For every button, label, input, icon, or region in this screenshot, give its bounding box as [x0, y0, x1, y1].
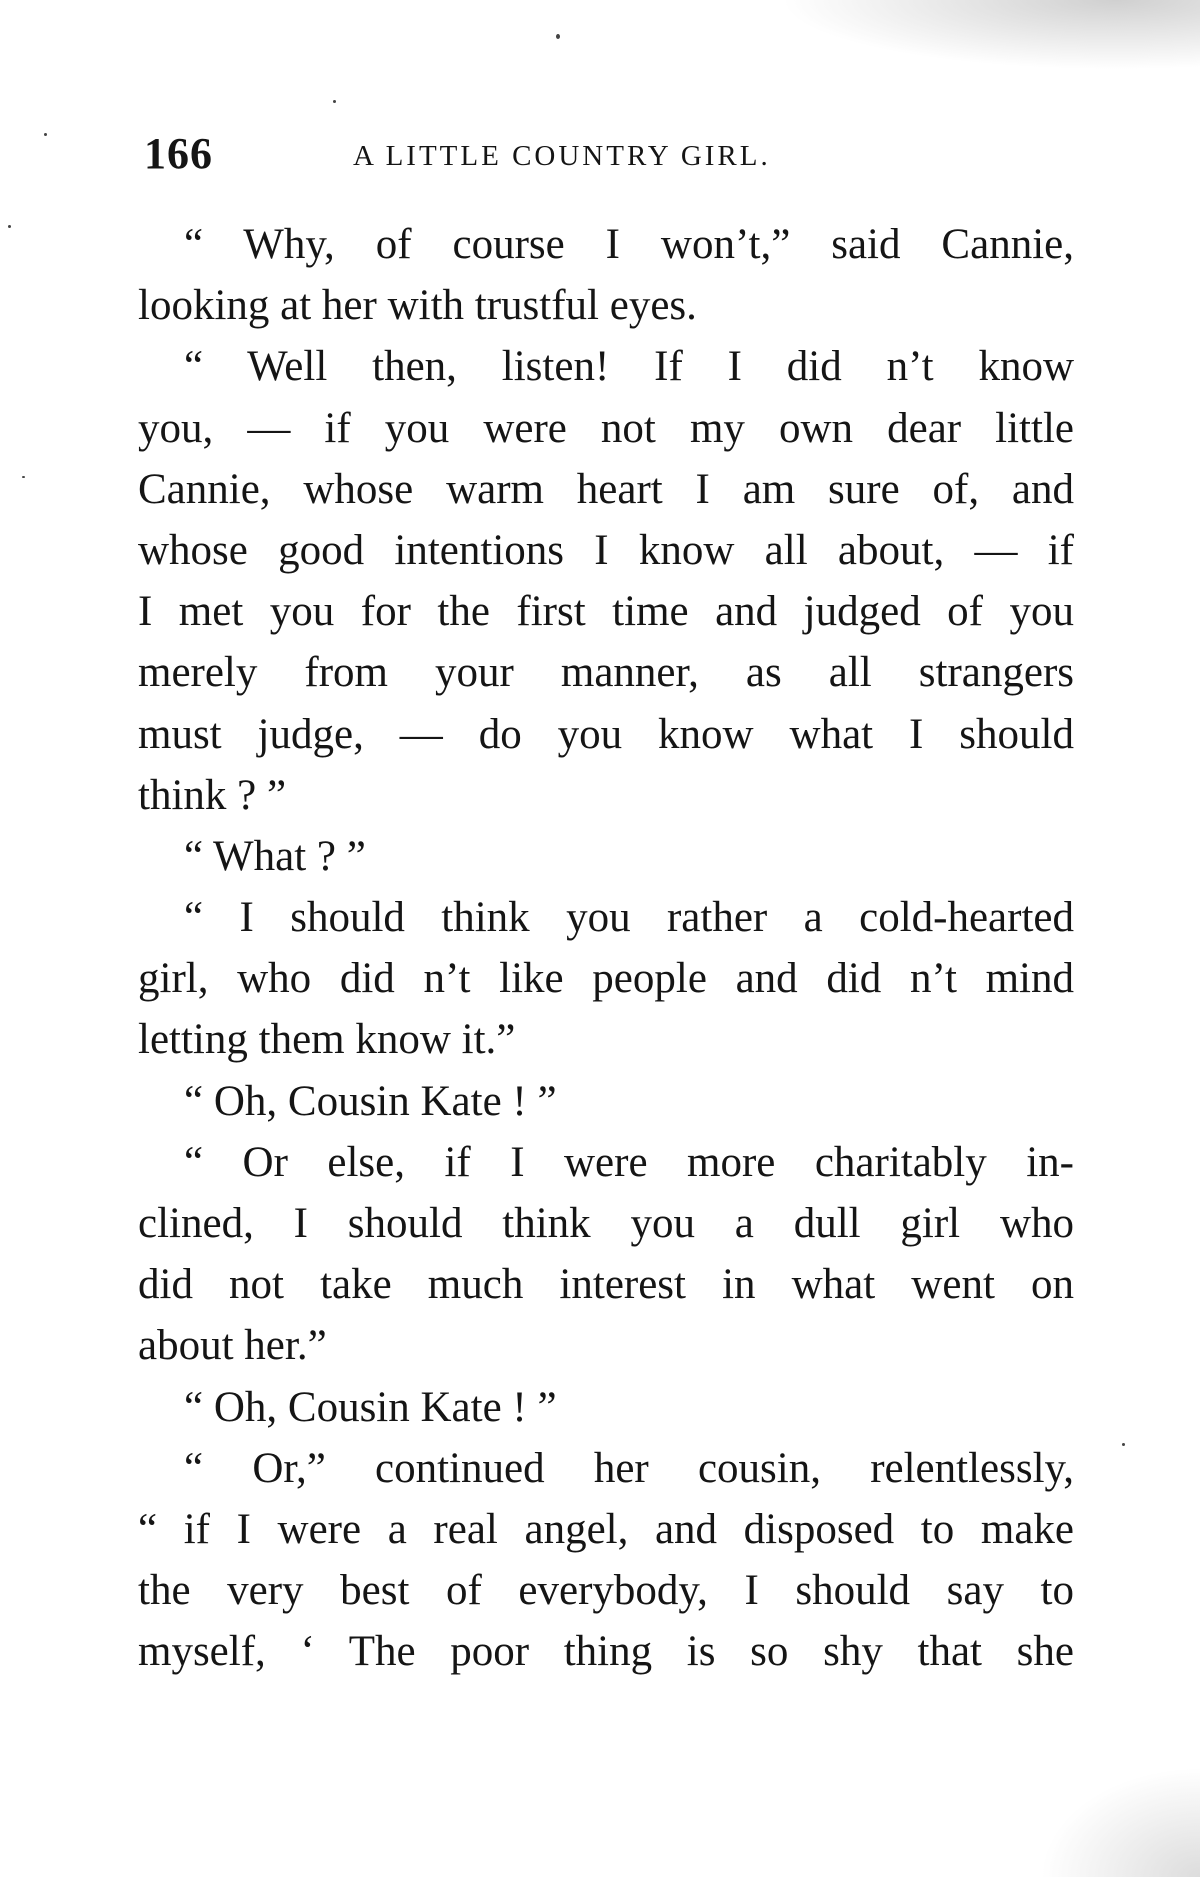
page-number: 166: [144, 129, 213, 178]
paper-stain-bottom: [1040, 1767, 1200, 1877]
text-line: “ Oh, Cousin Kate ! ”: [184, 1383, 557, 1431]
text-line: the very best of everybody, I should say to: [138, 1567, 1074, 1615]
text-line: “ Or else, if I were more charitably in-: [184, 1138, 1074, 1186]
text-line: merely from your manner, as all strangers: [138, 649, 1074, 697]
ink-speck: [1122, 1443, 1125, 1446]
text-line: think ? ”: [138, 771, 287, 819]
ink-speck: [556, 34, 560, 39]
running-head: [140, 128, 1080, 178]
ink-speck: [8, 225, 11, 228]
ink-speck: [44, 133, 47, 136]
text-line: girl, who did n’t like people and did n’t mind: [138, 955, 1074, 1003]
text-line: letting them know it.”: [138, 1016, 516, 1064]
text-line: looking at her with trustful eyes.: [138, 282, 697, 330]
text-line: must judge, — do you know what I should: [138, 710, 1074, 758]
text-line: clined, I should think you a dull girl who: [138, 1200, 1074, 1247]
text-line: whose good intentions I know all about, — if: [138, 526, 1074, 574]
book-title: A LITTLE COUNTRY GIRL.: [353, 140, 771, 172]
body-text: [138, 214, 1074, 1683]
paper-stain-top: [780, 0, 1200, 70]
text-line: “ Oh, Cousin Kate ! ”: [184, 1077, 557, 1125]
text-line: I met you for the first time and judged of you: [138, 588, 1074, 636]
text-line: about her.”: [138, 1322, 327, 1370]
text-line: “ Well then, listen! If I did n’t know: [184, 343, 1074, 391]
ink-speck: [22, 476, 25, 478]
text-line: you, — if you were not my own dear little: [138, 404, 1074, 452]
text-line: “ Or,” continued her cousin, relentlessly,: [184, 1444, 1074, 1492]
text-line: “ I should think you rather a cold-hearted: [184, 894, 1074, 942]
text-line: “ What ? ”: [184, 832, 366, 880]
text-line: “ if I were a real angel, and disposed to make: [138, 1505, 1074, 1553]
text-line: did not take much interest in what went on: [138, 1261, 1074, 1309]
ink-speck: [333, 100, 336, 103]
text-line: Cannie, whose warm heart I am sure of, and: [138, 465, 1074, 513]
text-line: myself, ‘ The poor thing is so shy that she: [138, 1628, 1074, 1676]
text-line: “ Why, of course I won’t,” said Cannie,: [184, 221, 1074, 268]
